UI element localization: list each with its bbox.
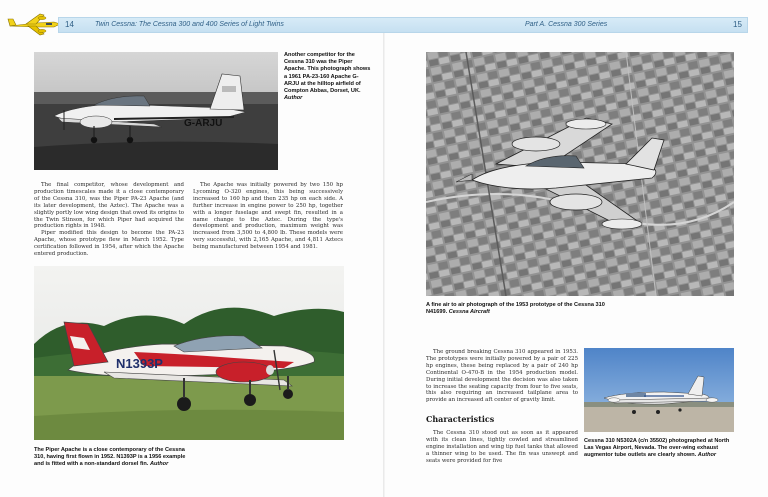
caption-n5302a xyxy=(584,438,740,460)
photo-air-to-air-n41699 xyxy=(426,52,734,296)
left-page-number: 14 xyxy=(65,20,74,29)
caption-piper-apache-bottom xyxy=(34,447,194,469)
caption-credit: Author xyxy=(697,452,717,459)
section-title: Part A. Cessna 300 Series xyxy=(525,21,608,28)
caption-text: A fine air to air photograph of the 1953 prototype of the Cessna 310 N41699. xyxy=(426,302,605,316)
right-page-number: 15 xyxy=(733,20,742,29)
left-column-1-text xyxy=(34,182,184,258)
book-title: Twin Cessna: The Cessna 300 and 400 Series of Light Twins xyxy=(95,21,284,28)
page-gutter xyxy=(383,18,385,497)
photo-piper-apache-garju xyxy=(34,52,278,170)
caption-credit: Author xyxy=(284,95,303,102)
caption-text: Cessna 310 N5302A (c/n 35502) photographed at North Las Vegas Airport, Nevada. The over-wing exhaust augmentor tube outlets are clearly shown. xyxy=(584,438,730,459)
photo-piper-apache-n1393p xyxy=(34,266,344,440)
paragraph: The final competitor, whose development and production timescales made it a close contemporary of the Cessna 310, was the Piper PA-23 Apache (and its later development, the Aztec). The Apache was a slightly portly low wing design that owed its origins to the Twin Stinson, for which Piper had acquired the production rights in 1948. xyxy=(34,182,184,230)
paragraph: The ground breaking Cessna 310 appeared in 1953. The prototypes were initially powered by a pair of 225 hp engines, these being replaced by a pair of 240 hp Continental O-470-B in the 1954 production model. During initial development the decision was also taken to increase the seating capacity from four to five seats, this also requiring an increased tailplane area to provide an increased aft center of gravity limit. xyxy=(426,349,578,404)
cessna-logo-icon xyxy=(6,10,62,38)
paragraph: The Apache was initially powered by two 150 hp Lycoming O-320 engines, this being successively increased to 160 hp and then 235 hp on each side. A further increase in engine power to 250 hp, together with a longer fuselage and swept fin, resulted in a name change to the Aztec. During the type's development and production, maximum weight was increased from 3,500 to 4,800 lb. These models were very successful, with 2,165 Apache, and 4,811 Aztecs being manufactured between 1954 and 1981. xyxy=(193,182,343,251)
right-column-text-top xyxy=(426,349,578,404)
caption-text: Another competitor for the Cessna 310 was the Piper Apache. This photograph shows a 1961 PA-23-160 Apache G-ARJU at the hilltop airfield of Compton Abbas, Dorset, UK. xyxy=(284,52,371,95)
caption-credit: Cessna Aircraft xyxy=(448,309,490,316)
right-column-text-bottom xyxy=(426,430,578,465)
left-column-2-text xyxy=(193,182,343,251)
registration-n1393p: N1393P xyxy=(116,356,163,371)
heading-characteristics: Characteristics xyxy=(426,414,495,424)
caption-piper-apache-top xyxy=(284,52,372,102)
caption-air-to-air xyxy=(426,302,626,316)
running-header xyxy=(58,17,748,33)
photo-cessna-n5302a xyxy=(584,348,734,432)
paragraph: Piper modified this design to become the PA-23 Apache, whose prototype flew in March 1952. Type certification followed in 1954, after which the Apache entered production. xyxy=(34,230,184,258)
paragraph: The Cessna 310 stood out as soon as it appeared with its clean lines, tightly cowled and streamlined engine installation and wing tip fuel tanks that allowed a thinner wing to be used. The fin was unswept and seats were provided for five xyxy=(426,430,578,464)
caption-text: The Piper Apache is a close contemporary of the Cessna 310, having first flown in 1952. N1393P is a 1956 example and is fitted with a non-standard dorsel fin. xyxy=(34,447,186,468)
registration-garju: G-ARJU xyxy=(184,118,223,129)
caption-credit: Author xyxy=(149,461,169,468)
